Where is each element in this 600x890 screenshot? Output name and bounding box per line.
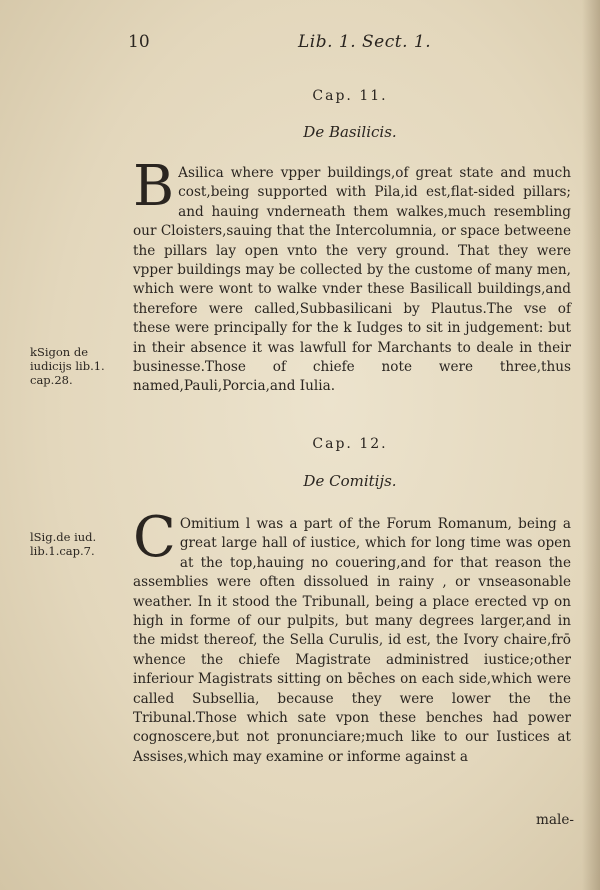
- chapter-12-heading: Cap. 12.: [312, 436, 388, 452]
- folio-number: 10: [128, 32, 150, 52]
- chapter-12-title: De Comitijs.: [303, 472, 397, 490]
- dropcap-c: C: [133, 505, 176, 570]
- chapter-12-body: [133, 505, 571, 767]
- chapter-11-body: [133, 154, 571, 397]
- catchword: male-: [536, 812, 574, 828]
- margin-note-k: kSigon de iudicijs lib.1. cap.28.: [30, 345, 105, 387]
- page-header: [128, 32, 458, 56]
- page-edge-shadow: [582, 0, 600, 890]
- chapter-11-title: De Basilicis.: [303, 123, 397, 141]
- chapter-11-text: Asilica where vpper buildings,of great state and much cost,being supported with Pila,id est,flat-sided pillars; and hauing vnderneath them walkes,much resembling our Cloisters,sauing that the Intercolumnia, or space betweene the pillars lay open vnto the very ground. That they were vpper buildings may be collected by the custome of many men, which were wont to walke vnder these Basilicall buildings,and therefore were called,Subbasilicani by Plautus.The vse of these were principally for the k Iudges to sit in judgement: but in their absence it was lawfull for Marchants to deale in their businesse.Those of chiefe note were three,thus named,Pauli,Porcia,and Iulia.: [133, 165, 571, 395]
- margin-note-l: lSig.de iud. lib.1.cap.7.: [30, 530, 97, 558]
- chapter-11-heading: Cap. 11.: [312, 88, 388, 104]
- dropcap-b: B: [133, 154, 175, 219]
- chapter-12-text: Omitium l was a part of the Forum Romanum, being a great large hall of iustice, which for long time was open at the top,hauing no couering,and for that reason the assemblies were often dissolued in rainy , or vnseasonable weather. In it stood the Tribunall, being a place erected vp on high in forme of our pulpits, but many degrees larger,and in the midst thereof, the Sella Curulis, id est, the Ivory chaire,frō whence the chiefe Magistrate administred iustice;other inferiour Magistrats sitting on bēches on each side,which were called Subsellia, because they were lower the the Tribunal.Those which sate vpon these benches had power cognoscere,but not pronunciare;much like to our Iustices at Assises,which may examine or informe against a: [133, 516, 571, 765]
- running-title: Lib. 1. Sect. 1.: [298, 32, 432, 52]
